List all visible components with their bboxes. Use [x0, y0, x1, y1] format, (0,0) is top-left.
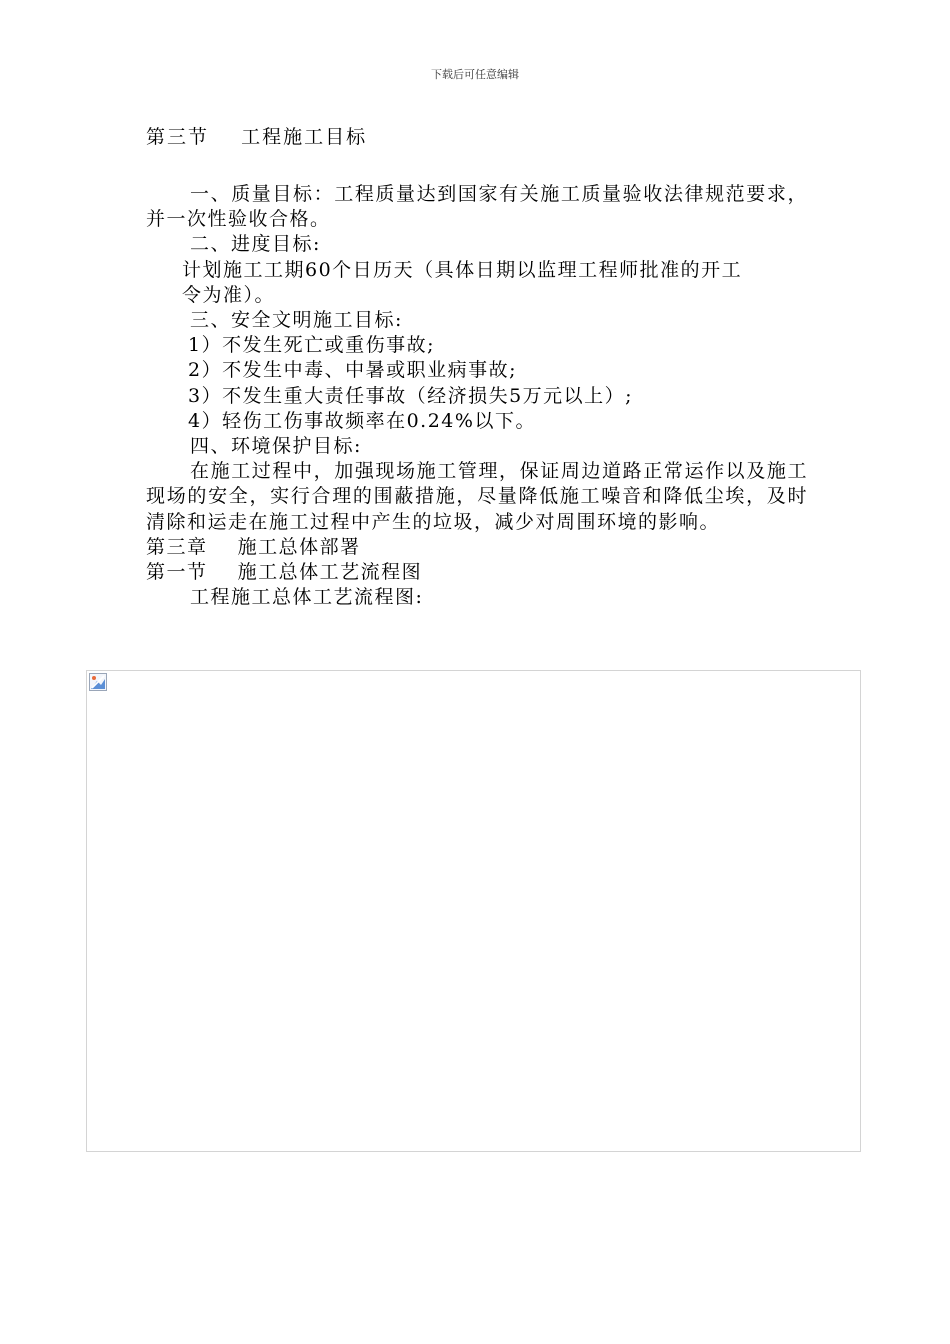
environment-text: 在施工过程中，加强现场施工管理，保证周边道路正常运作以及施工现场的安全，实行合理的围蔽措施，尽量降低施工噪音和降低尘埃，及时清除和运走在施工过程中产生的垃圾，减少对周围环境的影响。: [146, 460, 808, 533]
broken-image-icon: [89, 673, 107, 691]
safety-item-1: 1）不发生死亡或重伤事故;: [188, 334, 435, 357]
section-title: 第三节 工程施工目标: [146, 126, 368, 148]
schedule-line-2: 令为准）。: [182, 283, 276, 306]
document-body: [146, 182, 808, 610]
flow-chart-image-placeholder: [86, 670, 861, 1152]
section-1-title: 第一节 施工总体工艺流程图: [146, 561, 423, 584]
safety-heading: 三、安全文明施工目标:: [190, 309, 403, 332]
page-header: 下载后可任意编辑: [431, 68, 519, 81]
safety-item-4: 4）轻伤工伤事故频率在0.24%以下。: [188, 409, 536, 432]
chapter-title: 第三章 施工总体部署: [146, 535, 361, 558]
flow-chart-intro: 工程施工总体工艺流程图:: [190, 586, 424, 609]
environment-heading: 四、环境保护目标:: [190, 435, 362, 458]
quality-goal: 一、质量目标：工程质量达到国家有关施工质量验收法律规范要求，并一次性验收合格。: [146, 183, 808, 231]
safety-item-3: 3）不发生重大责任事故（经济损失5万元以上）;: [188, 384, 634, 407]
safety-item-2: 2）不发生中毒、中暑或职业病事故;: [188, 359, 517, 382]
schedule-line-1: 计划施工工期60个日历天（具体日期以监理工程师批准的开工: [182, 258, 743, 281]
schedule-heading: 二、进度目标:: [190, 233, 321, 256]
